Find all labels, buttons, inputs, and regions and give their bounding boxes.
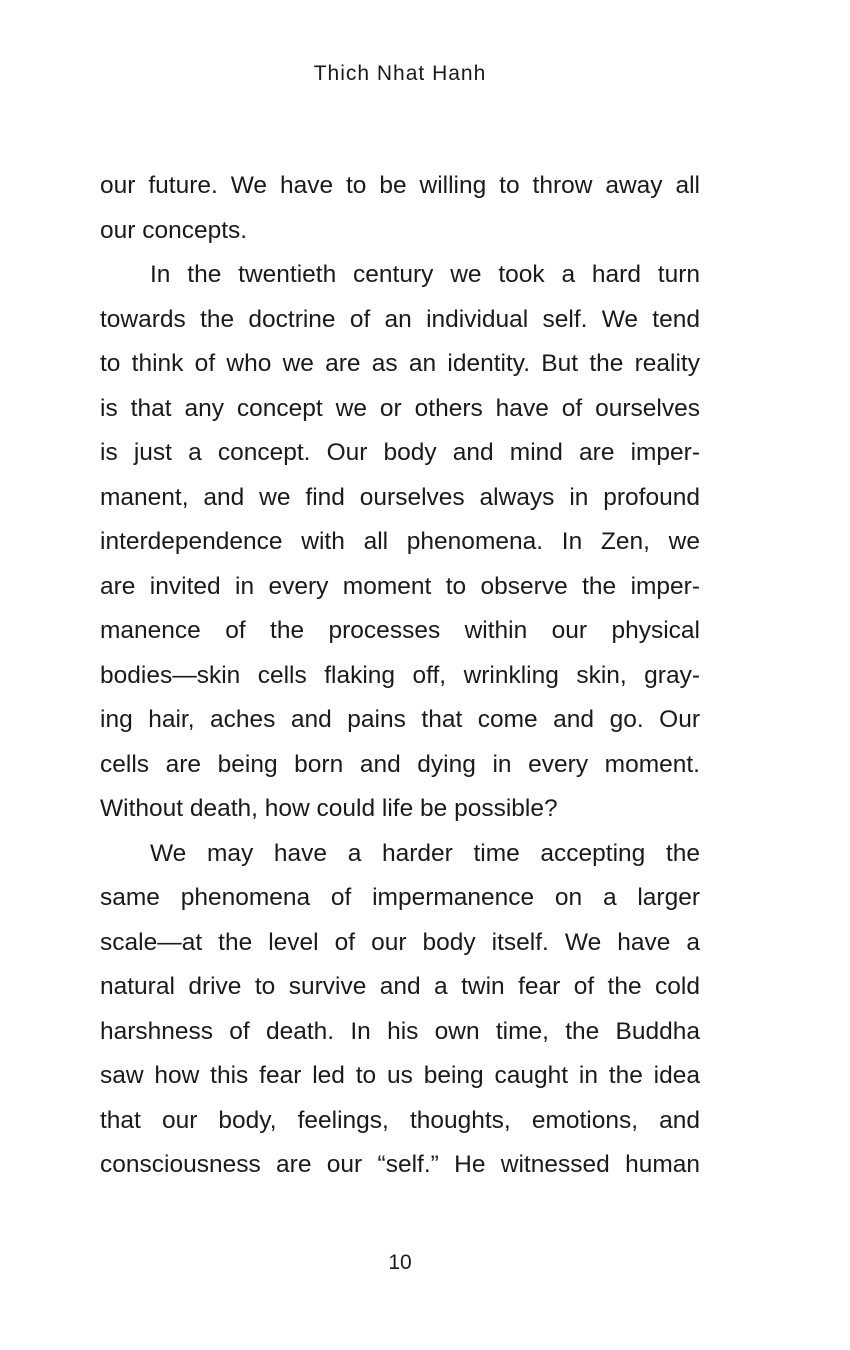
text-line: that our body, feelings, thoughts, emotions, and [100,1106,700,1134]
running-head: Thich Nhat Hanh [313,62,487,85]
text-line: is that any concept we or others have of ourselves [100,394,700,422]
text-line: interdependence with all phenomena. In Zen, we [100,528,700,555]
body-text [100,164,700,1188]
text-line: towards the doctrine of an individual self. We tend [100,305,700,333]
text-line: our concepts. [100,216,248,244]
text-line: bodies—skin cells flaking off, wrinkling skin, gray- [100,661,700,689]
text-line: saw how this fear led to us being caught in the idea [100,1062,700,1089]
text-line: We may have a harder time accepting the [150,839,700,867]
text-line: scale—at the level of our body itself. We have a [100,928,700,956]
text-line: ing hair, aches and pains that come and go. Our [100,706,700,733]
text-line: to think of who we are as an identity. But the reality [100,350,700,377]
text-line: are invited in every moment to observe the imper- [100,572,700,600]
text-line: same phenomena of impermanence on a larger [100,884,700,911]
text-line: harshness of death. In his own time, the Buddha [100,1017,700,1045]
text-line: manent, and we find ourselves always in profound [100,483,700,511]
text-line: manence of the processes within our physical [100,617,700,644]
text-line: In the twentieth century we took a hard turn [150,261,700,288]
text-line: Without death, how could life be possible? [100,795,558,822]
text-line: consciousness are our “self.” He witnessed human [100,1151,700,1178]
page-number: 10 [388,1251,412,1274]
text-line: natural drive to survive and a twin fear of the cold [100,973,700,1000]
text-line: cells are being born and dying in every moment. [100,750,700,778]
text-line: is just a concept. Our body and mind are imper- [100,439,700,466]
text-line: our future. We have to be willing to throw away all [100,172,700,199]
